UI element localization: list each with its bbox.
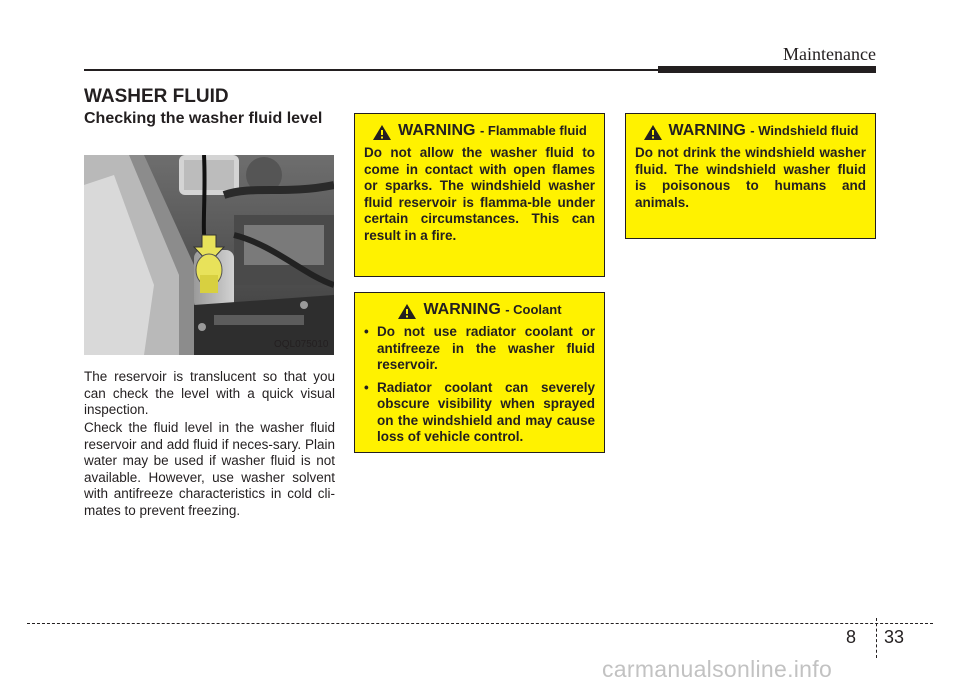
footer-divider xyxy=(876,618,877,658)
section-title: WASHER FLUID xyxy=(84,86,229,107)
warning-label: WARNING xyxy=(423,301,501,318)
warning-box-coolant xyxy=(354,292,605,453)
section-name: Maintenance xyxy=(783,44,876,64)
warning-text: Do not drink the windshield washer fluid. The windshield washer fluid is poisonous to humans and animals. xyxy=(635,145,866,210)
bullet: • xyxy=(364,324,369,339)
warning-heading xyxy=(364,122,595,141)
warning-list-item xyxy=(364,380,595,446)
warning-topic: - Flammable fluid xyxy=(479,123,587,138)
warning-list-item-text: Radiator coolant can severely obscure visibility when sprayed on the windshield and may cause loss of vehicle control. xyxy=(377,379,595,444)
footer-rule xyxy=(27,623,933,624)
body-paragraph: The reservoir is translucent so that you can check the level with a quick visual inspection. xyxy=(84,369,335,417)
warning-list-item xyxy=(364,324,595,374)
warning-list xyxy=(364,324,595,446)
engine-bay-illustration xyxy=(84,155,334,355)
warning-label: WARNING xyxy=(398,122,476,139)
warning-triangle-icon xyxy=(643,124,663,141)
washer-reservoir-drawing xyxy=(84,155,334,355)
chapter-number: 8 xyxy=(846,627,857,647)
warning-box-flammable-fluid xyxy=(354,113,605,277)
figure-code: OQL075010 xyxy=(274,339,329,350)
body-paragraph: Check the fluid level in the washer fluid reservoir and add fluid if neces-sary. Plain water may be used if washer fluid is not available. However, use washer solvent with antifreeze characteristics in cold cli-mates to prevent freezing. xyxy=(84,420,335,518)
warning-label: WARNING xyxy=(668,122,746,139)
sub-heading: Checking the washer fluid level xyxy=(84,110,323,127)
warning-list-item-text: Do not use radiator coolant or antifreeze in the washer fluid reservoir. xyxy=(377,324,595,372)
warning-heading xyxy=(635,122,866,141)
page-number: 33 xyxy=(884,627,905,647)
warning-topic: - Coolant xyxy=(505,302,562,317)
warning-triangle-icon xyxy=(372,124,392,141)
bullet: • xyxy=(364,379,369,395)
warning-triangle-icon xyxy=(397,303,417,320)
watermark: carmanualsonline.info xyxy=(602,656,833,682)
header-rule xyxy=(84,69,664,71)
warning-heading xyxy=(364,301,595,320)
warning-box-windshield-fluid xyxy=(625,113,876,239)
warning-text: Do not allow the washer fluid to come in contact with open flames or sparks. The windshield washer fluid reservoir is flamma-ble under certain circumstances. This can result in a fire. xyxy=(364,145,595,243)
warning-topic: - Windshield fluid xyxy=(750,123,859,138)
header-rule-accent xyxy=(658,66,876,73)
